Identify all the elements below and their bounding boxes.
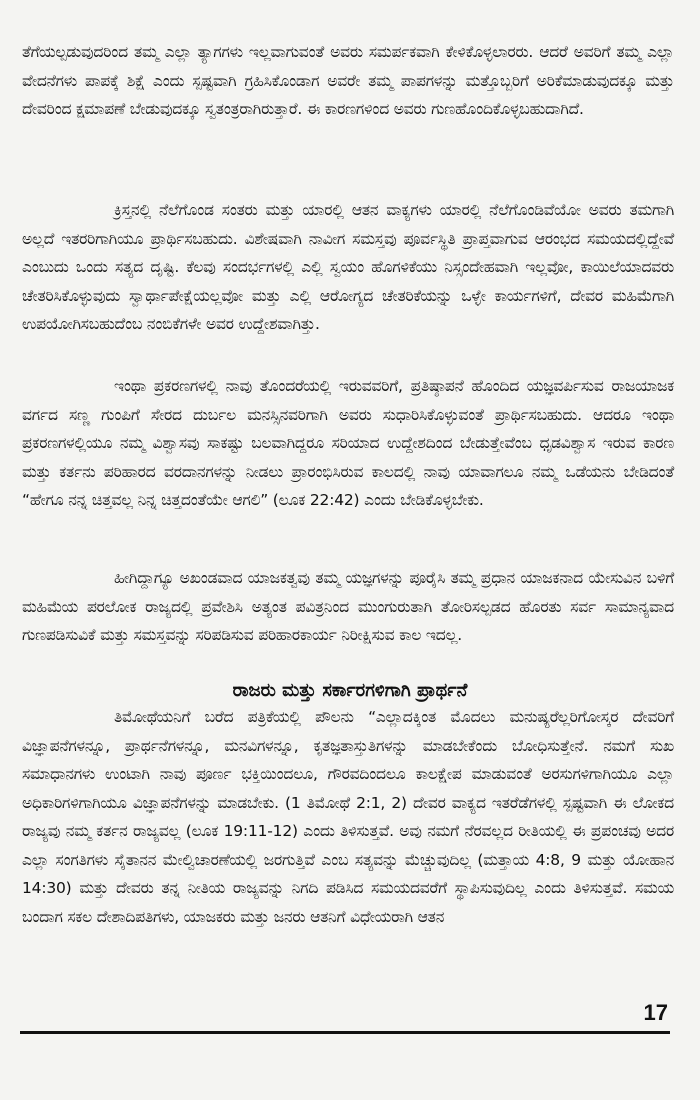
page-number: 17: [643, 1000, 668, 1025]
paragraph-continuation: ತೆಗೆಯಲ್ಪಡುವುದರಿಂದ ತಮ್ಮ ಎಲ್ಲಾ ತ್ಯಾಗಗಳು ಇಲ್ಲವಾಗುವಂತೆ ಅವರು ಸಮರ್ಪಕವಾಗಿ ಕೇಳಿಕೊಳ್ಳಲಾರರು. ಆದರೆ ಅವರಿಗೆ ತಮ್ಮ ಎಲ್ಲಾ ವೇದನೆಗಳು ಪಾಪಕ್ಕೆ ಶಿಕ್ಷೆ ಎಂದು ಸ್ಪಷ್ಟವಾಗಿ ಗ್ರಹಿಸಿಕೊಂಡಾಗ ಅವರೇ ತಮ್ಮ ಪಾಪಗಳನ್ನು ಮತ್ತೊಬ್ಬರಿಗೆ ಅರಿಕೆಮಾಡುವುದಕ್ಕೂ ಮತ್ತು ದೇವರಿಂದ ಕ್ಷಮಾಪಣೆ ಬೇಡುವುದಕ್ಕೂ ಸ್ವತಂತ್ರರಾಗಿರುತ್ತಾರೆ. ಈ ಕಾರಣಗಳಿಂದ ಅವರು ಗುಣಹೊಂದಿಕೊಳ್ಳಬಹುದಾಗಿದೆ.: [22, 43, 674, 118]
section-heading: ರಾಜರು ಮತ್ತು ಸರ್ಕಾರಗಳಿಗಾಗಿ ಪ್ರಾರ್ಥನೆ: [232, 680, 468, 701]
footer-rule: [20, 1031, 670, 1034]
paragraph-weak-minded: ಇಂಥಾ ಪ್ರಕರಣಗಳಲ್ಲಿ ನಾವು ತೊಂದರೆಯಲ್ಲಿ ಇರುವವರಿಗೆ, ಪ್ರತಿಷ್ಠಾಪನೆ ಹೊಂದಿದ ಯಜ್ಞವರ್ಪಿಸುವ ರಾಜಯಾಜಕ ವರ್ಗದ ಸಣ್ಣ ಗುಂಪಿಗೆ ಸೇರದ ದುರ್ಬಲ ಮನಸ್ಸಿನವರಿಗಾಗಿ ಅವರು ಸುಧಾರಿಸಿಕೊಳ್ಳುವಂತೆ ಪ್ರಾರ್ಥಿಸಬಹುದು. ಆದರೂ ಇಂಥಾ ಪ್ರಕರಣಗಳಲ್ಲಿಯೂ ನಮ್ಮ ವಿಶ್ವಾಸವು ಸಾಕಷ್ಟು ಬಲವಾಗಿದ್ದರೂ ಸರಿಯಾದ ಉದ್ದೇಶದಿಂದ ಬೇಡುತ್ತೇವೆಂಬ ಧೃಡವಿಶ್ವಾಸ ಇರುವ ಕಾರಣ ಮತ್ತು ಕರ್ತನು ಪರಿಹಾರದ ವರದಾನಗಳನ್ನು ನೀಡಲು ಪ್ರಾರಂಭಿಸಿರುವ ಕಾಲದಲ್ಲಿ ನಾವು ಯಾವಾಗಲೂ ನಮ್ಮ ಒಡೆಯನು ಬೇಡಿದಂತೆ “ಹೇಗೂ ನನ್ನ ಚಿತ್ತವಲ್ಲ ನಿನ್ನ ಚಿತ್ತದಂತೆಯೇ ಆಗಲಿ” (ಲೂಕ 22:42) ಎಂದು ಬೇಡಿಕೊಳ್ಳಬೇಕು.: [22, 377, 674, 509]
paragraph-timothy: ತಿಮೋಥೆಯನಿಗೆ ಬರೆದ ಪತ್ರಿಕೆಯಲ್ಲಿ ಪೌಲನು “ಎಲ್ಲಾದಕ್ಕಿಂತ ಮೊದಲು ಮನುಷ್ಯರೆಲ್ಲರಿಗೋಸ್ಕರ ದೇವರಿಗೆ ವಿಜ್ಞಾಪನೆಗಳನ್ನೂ, ಪ್ರಾರ್ಥನೆಗಳನ್ನೂ, ಮನವಿಗಳನ್ನೂ, ಕೃತಜ್ಞತಾಸ್ತುತಿಗಳನ್ನು ಮಾಡಬೇಕೆಂದು ಬೋಧಿಸುತ್ತೇನೆ. ನಮಗೆ ಸುಖ ಸಮಾಧಾನಗಳು ಉಂಟಾಗಿ ನಾವು ಪೂರ್ಣ ಭಕ್ತಿಯಿಂದಲೂ, ಗೌರವದಿಂದಲೂ ಕಾಲಕ್ಷೇಪ ಮಾಡುವಂತೆ ಅರಸುಗಳಿಗಾಗಿಯೂ ಎಲ್ಲಾ ಅಧಿಕಾರಿಗಳಿಗಾಗಿಯೂ ವಿಜ್ಞಾಪನೆಗಳನ್ನು ಮಾಡಬೇಕು. (1 ತಿಮೋಥೆ 2:1, 2) ದೇವರ ವಾಕ್ಯದ ಇತರೆಡೆಗಳಲ್ಲಿ ಸ್ಪಷ್ಟವಾಗಿ ಈ ಲೋಕದ ರಾಜ್ಯವು ನಮ್ಮ ಕರ್ತನ ರಾಜ್ಯವಲ್ಲ (ಲೂಕ 19:11-12) ಎಂದು ತಿಳಿಸುತ್ತವೆ. ಅವು ನಮಗೆ ನೆರವಲ್ಲದ ರೀತಿಯಲ್ಲಿ ಈ ಪ್ರಪಂಚವು ಅದರ ಎಲ್ಲಾ ಸಂಗತಿಗಳು ಸೈತಾನನ ಮೇಲ್ವಿಚಾರಣೆಯಲ್ಲಿ ಜರಗುತ್ತಿವೆ ಎಂಬ ಸತ್ಯವನ್ನು ಮೆಚ್ಚುವುದಿಲ್ಲ (ಮತ್ತಾಯ 4:8, 9 ಮತ್ತು ಯೋಹಾನ 14:30) ಮತ್ತು ದೇವರು ತನ್ನ ನೀತಿಯ ರಾಜ್ಯವನ್ನು ನಿಗದಿ ಪಡಿಸಿದ ಸಮಯದವರೆಗೆ ಸ್ಥಾಪಿಸುವುದಿಲ್ಲ ಎಂದು ತಿಳಿಸುತ್ತವೆ. ಸಮಯ ಬಂದಾಗ ಸಕಲ ದೇಶಾದಿಪತಿಗಳು, ಯಾಜಕರು ಮತ್ತು ಜನರು ಆತನಿಗೆ ವಿಧೇಯರಾಗಿ ಆತನ: [22, 708, 674, 926]
paragraph-saints-prayer: ಕ್ರಿಸ್ತನಲ್ಲಿ ನೆಲೆಗೊಂಡ ಸಂತರು ಮತ್ತು ಯಾರಲ್ಲಿ ಆತನ ವಾಕ್ಯಗಳು ಯಾರಲ್ಲಿ ನೆಲೆಗೊಂಡಿವೆಯೋ ಅವರು ತಮಗಾಗಿ ಅಲ್ಲದೆ ಇತರರಿಗಾಗಿಯೂ ಪ್ರಾರ್ಥಿಸಬಹುದು. ವಿಶೇಷವಾಗಿ ನಾವೀಗ ಸಮಸ್ತವು ಪೂರ್ವಸ್ಥಿತಿ ಪ್ರಾಪ್ತವಾಗುವ ಆರಂಭದ ಸಮಯದಲ್ಲಿದ್ದೇವೆ ಎಂಬುದು ಒಂದು ಸತ್ಯದ ದೃಷ್ಟಿ. ಕೆಲವು ಸಂದರ್ಭಗಳಲ್ಲಿ ಎಲ್ಲಿ ಸ್ವಯಂ ಹೊಗಳಿಕೆಯು ನಿಸ್ಸಂದೇಹವಾಗಿ ಇಲ್ಲವೋ, ಕಾಯಿಲೆಯಾದವರು ಚೇತರಿಸಿಕೊಳ್ಳುವುದು ಸ್ವಾರ್ಥಾಪೇಕ್ಷೆಯಲ್ಲವೋ ಮತ್ತು ಎಲ್ಲಿ ಆರೋಗ್ಯದ ಚೇತರಿಕೆಯನ್ನು ಒಳ್ಳೇ ಕಾರ್ಯಗಳಿಗೆ, ದೇವರ ಮಹಿಮೆಗಾಗಿ ಉಪಯೋಗಿಸಬಹುದೆಂಬ ನಂಬಿಕೆಗಳೇ ಅವರ ಉದ್ದೇಶವಾಗಿತ್ತು.: [22, 201, 674, 333]
paragraph-priesthood: ಹೀಗಿದ್ದಾಗ್ಯೂ ಅಖಂಡವಾದ ಯಾಜಕತ್ವವು ತಮ್ಮ ಯಜ್ಞಗಳನ್ನು ಪೂರೈಸಿ ತಮ್ಮ ಪ್ರಧಾನ ಯಾಜಕನಾದ ಯೇಸುವಿನ ಬಳಿಗೆ ಮಹಿಮೆಯ ಪರಲೋಕ ರಾಜ್ಯದಲ್ಲಿ ಪ್ರವೇಶಿಸಿ ಅತ್ಯಂತ ಪವಿತ್ರನಿಂದ ಮುಂಗುರುತಾಗಿ ತೋರಿಸಲ್ಪಡದ ಹೊರತು ಸರ್ವ ಸಾಮಾನ್ಯವಾದ ಗುಣಪಡಿಸುವಿಕೆ ಮತ್ತು ಸಮಸ್ತವನ್ನು ಸರಿಪಡಿಸುವ ಪರಿಹಾರಕಾರ್ಯ ನಿರೀಕ್ಷಿಸುವ ಕಾಲ ಇದಲ್ಲ.: [22, 569, 674, 644]
